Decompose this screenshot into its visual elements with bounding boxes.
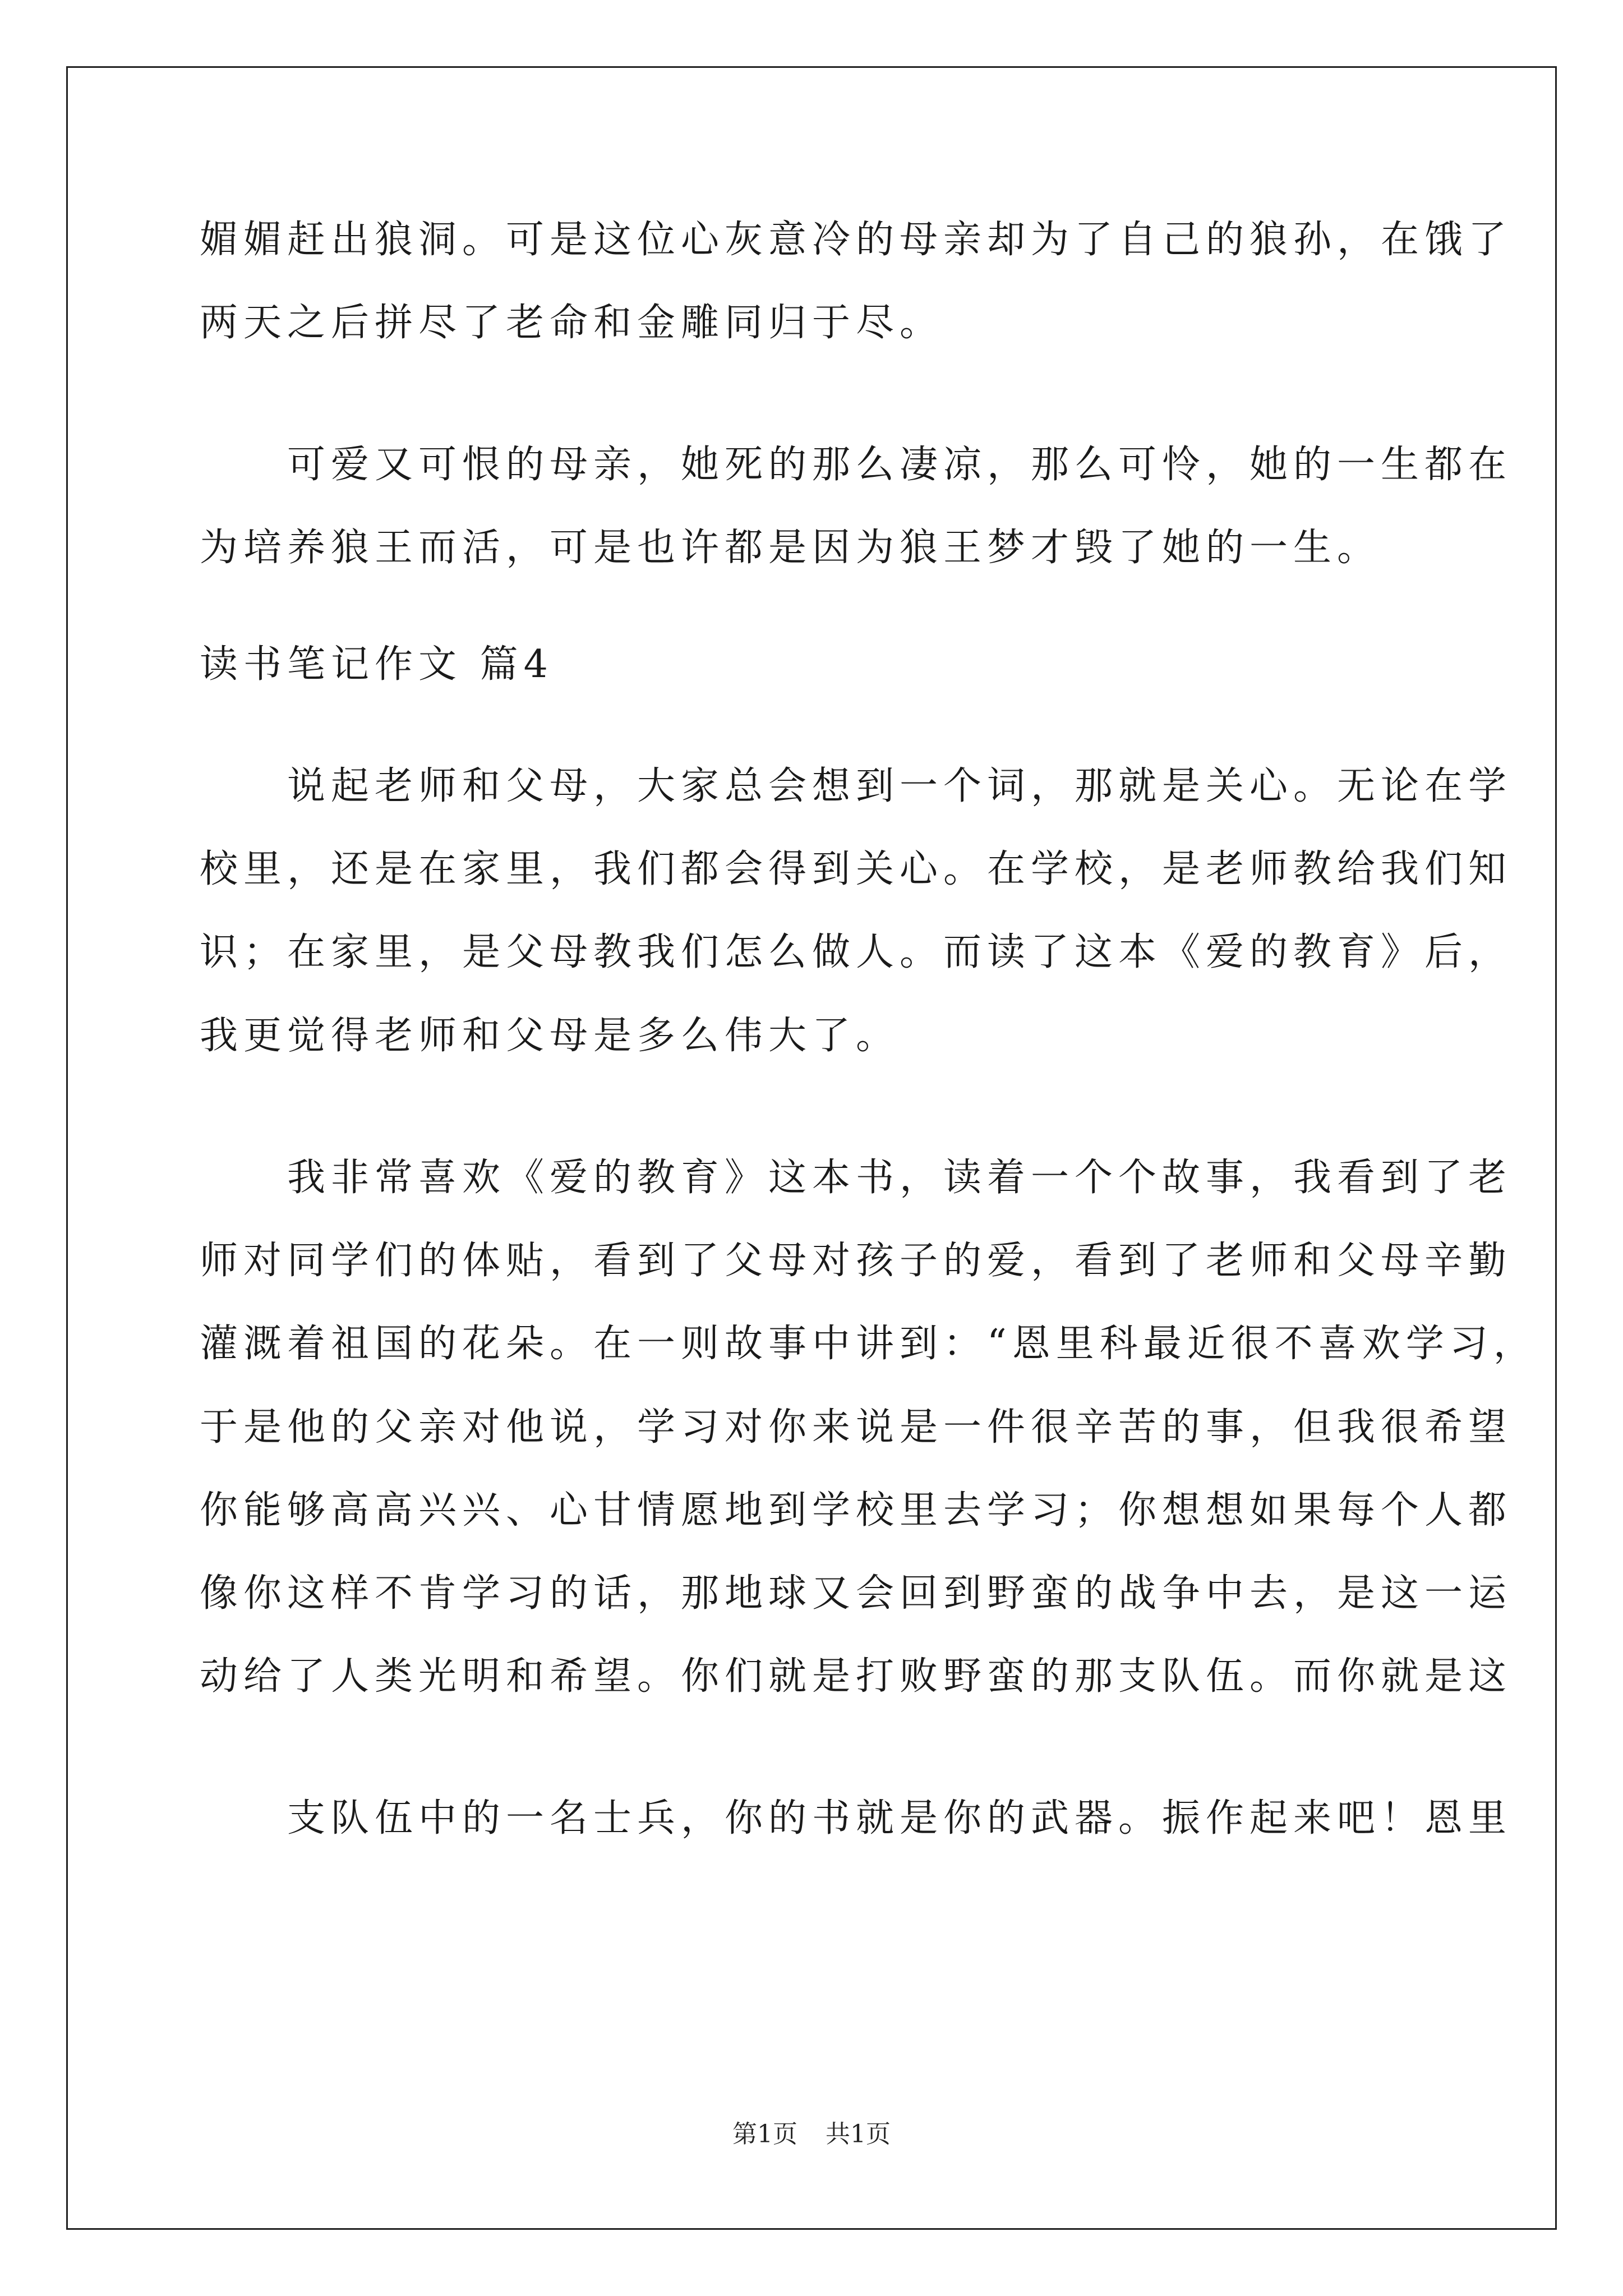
paragraph-line: 师对同学们的体贴，看到了父母对孩子的爱，看到了老师和父母辛勤 [200,1239,1513,1283]
section-heading: 读书笔记作文 篇4 [200,642,554,687]
page-footer [0,2118,1623,2151]
paragraph-line: 我更觉得老师和父母是多么伟大了。 [200,1014,900,1058]
paragraph-line: 两天之后拼尽了老命和金雕同归于尽。 [200,301,944,345]
paragraph-line: 媚媚赶出狼洞。可是这位心灰意冷的母亲却为了自己的狼孙，在饿了 [200,218,1513,262]
paragraph-line: 你能够高高兴兴、心甘情愿地到学校里去学习；你想想如果每个人都 [200,1488,1513,1533]
paragraph-line: 我非常喜欢《爱的教育》这本书，读着一个个故事，我看到了老 [200,1156,1513,1200]
paragraph-line: 支队伍中的一名士兵，你的书就是你的武器。振作起来吧！恩里 [200,1796,1513,1841]
paragraph-line: 于是他的父亲对他说，学习对你来说是一件很辛苦的事，但我很希望 [200,1405,1513,1450]
paragraph-line: 灌溉着祖国的花朵。在一则故事中讲到：“恩里科最近很不喜欢学习， [200,1322,1537,1366]
paragraph-line: 像你这样不肯学习的话，那地球又会回到野蛮的战争中去，是这一运 [200,1571,1513,1616]
paragraph-line: 识；在家里，是父母教我们怎么做人。而读了这本《爱的教育》后， [200,930,1513,974]
paragraph-line: 动给了人类光明和希望。你们就是打败野蛮的那支队伍。而你就是这 [200,1654,1513,1699]
paragraph-line: 可爱又可恨的母亲，她死的那么凄凉，那么可怜，她的一生都在 [200,443,1513,487]
paragraph-line: 说起老师和父母，大家总会想到一个词，那就是关心。无论在学 [200,764,1513,808]
paragraph-line: 校里，还是在家里，我们都会得到关心。在学校，是老师教给我们知 [200,847,1513,891]
page-number: 第1页 [732,2120,797,2148]
page-total: 共1页 [826,2120,891,2148]
paragraph-line: 为培养狼王而活，可是也许都是因为狼王梦才毁了她的一生。 [200,526,1381,570]
page-border [66,66,1557,2230]
